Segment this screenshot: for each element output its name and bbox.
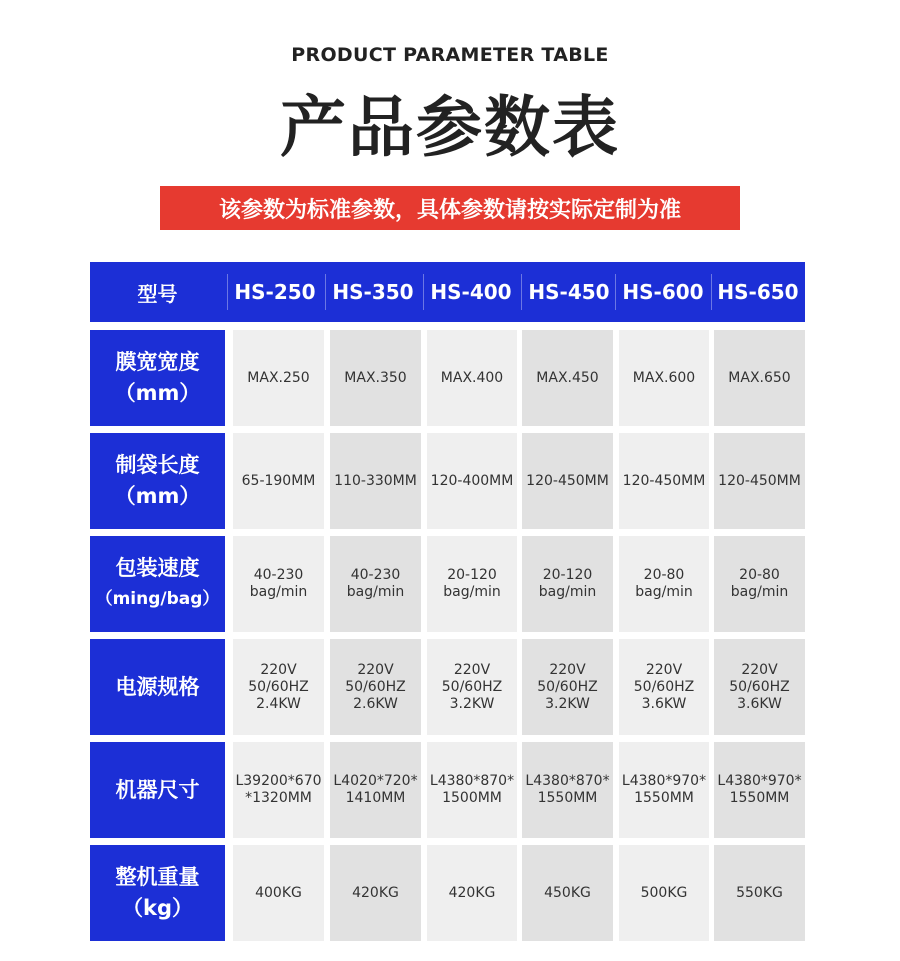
cell-machine-weight-hs400 bbox=[427, 845, 517, 941]
row-label-packing-speed bbox=[90, 536, 225, 632]
cell-line: 3.2KW bbox=[545, 695, 590, 712]
model-header-label: 型号 bbox=[137, 281, 178, 306]
row-label-unit: （ming/bag） bbox=[95, 589, 220, 609]
cell-line: 20-80 bbox=[643, 567, 685, 583]
page-title: 产品参数表 bbox=[280, 89, 620, 166]
cell-film-width-hs650 bbox=[714, 330, 805, 426]
subtitle-english: PRODUCT PARAMETER TABLE bbox=[291, 44, 609, 66]
cell-line: 220V bbox=[549, 661, 586, 678]
row-label-machine-size bbox=[90, 742, 225, 838]
cell-line: bag/min bbox=[443, 584, 501, 600]
cell-line: 120-450MM bbox=[718, 472, 801, 489]
cell-power-spec-hs250 bbox=[233, 639, 324, 735]
row-label-text: 制袋长度 bbox=[115, 453, 200, 477]
row-label-film-width bbox=[90, 330, 225, 426]
cell-line: L4380*870* bbox=[525, 773, 610, 789]
cell-line: bag/min bbox=[346, 584, 405, 600]
cell-machine-size-hs400 bbox=[427, 742, 517, 838]
model-header-hs400: HS-400 bbox=[430, 280, 512, 304]
cell-bag-length-hs600 bbox=[619, 433, 709, 529]
cell-power-spec-hs650 bbox=[714, 639, 805, 735]
cell-line: 220V bbox=[741, 661, 778, 678]
cell-power-spec-hs400 bbox=[427, 639, 517, 735]
cell-machine-size-hs450 bbox=[522, 742, 613, 838]
cell-line: 220V bbox=[357, 661, 394, 678]
cell-line: MAX.400 bbox=[440, 369, 504, 386]
model-header-hs650: HS-650 bbox=[717, 280, 799, 304]
cell-line: 20-120 bbox=[542, 567, 593, 583]
cell-machine-weight-hs600 bbox=[619, 845, 709, 941]
cell-power-spec-hs600 bbox=[619, 639, 709, 735]
cell-line: 40-230 bbox=[253, 567, 304, 583]
notice-banner: 该参数为标准参数，具体参数请按实际定制为准 bbox=[160, 186, 740, 230]
cell-line: 3.2KW bbox=[449, 695, 495, 712]
cell-line: 220V bbox=[645, 661, 683, 678]
cell-line: 65-190MM bbox=[241, 472, 316, 489]
header-divider bbox=[227, 274, 228, 310]
cell-line: 1550MM bbox=[634, 790, 694, 806]
cell-line: 120-400MM bbox=[430, 472, 514, 489]
row-label-unit: （kg） bbox=[122, 896, 193, 920]
cell-packing-speed-hs600 bbox=[619, 536, 709, 632]
cell-line: 220V bbox=[453, 661, 491, 678]
cell-bag-length-hs250 bbox=[233, 433, 324, 529]
cell-line: MAX.650 bbox=[728, 369, 791, 386]
cell-line: 120-450MM bbox=[622, 472, 706, 489]
header-divider bbox=[325, 274, 326, 310]
cell-line: 220V bbox=[260, 661, 297, 678]
header-divider bbox=[711, 274, 712, 310]
cell-line: 420KG bbox=[352, 884, 399, 901]
cell-film-width-hs450 bbox=[522, 330, 613, 426]
cell-line: 40-230 bbox=[350, 567, 401, 583]
model-header-hs600: HS-600 bbox=[622, 280, 704, 304]
cell-line: L4020*720* bbox=[333, 773, 418, 789]
cell-line: bag/min bbox=[635, 584, 693, 600]
cell-machine-size-hs600 bbox=[619, 742, 709, 838]
cell-line: bag/min bbox=[249, 584, 308, 600]
cell-packing-speed-hs650 bbox=[714, 536, 805, 632]
cell-machine-weight-hs250 bbox=[233, 845, 324, 941]
cell-line: L4380*970* bbox=[717, 773, 802, 789]
row-label-text: 机器尺寸 bbox=[115, 777, 200, 802]
table-header-row bbox=[90, 262, 805, 322]
row-label-power-spec bbox=[90, 639, 225, 735]
cell-line: 50/60HZ bbox=[441, 678, 503, 695]
cell-packing-speed-hs250 bbox=[233, 536, 324, 632]
cell-line: 1500MM bbox=[442, 790, 502, 806]
cell-line: L39200*670 bbox=[235, 773, 322, 789]
cell-machine-size-hs350 bbox=[330, 742, 421, 838]
header-divider bbox=[615, 274, 616, 310]
cell-power-spec-hs350 bbox=[330, 639, 421, 735]
header-divider bbox=[521, 274, 522, 310]
cell-bag-length-hs400 bbox=[427, 433, 517, 529]
cell-line: 3.6KW bbox=[737, 695, 782, 712]
cell-line: MAX.350 bbox=[344, 369, 407, 386]
cell-film-width-hs250 bbox=[233, 330, 324, 426]
cell-line: 110-330MM bbox=[334, 472, 417, 489]
cell-film-width-hs600 bbox=[619, 330, 709, 426]
cell-power-spec-hs450 bbox=[522, 639, 613, 735]
cell-line: 550KG bbox=[736, 884, 783, 901]
cell-line: 450KG bbox=[544, 884, 591, 901]
cell-line: MAX.600 bbox=[632, 369, 696, 386]
cell-line: 50/60HZ bbox=[633, 678, 695, 695]
cell-line: MAX.250 bbox=[247, 369, 310, 386]
cell-line: 120-450MM bbox=[526, 472, 609, 489]
header-divider bbox=[423, 274, 424, 310]
cell-packing-speed-hs350 bbox=[330, 536, 421, 632]
row-label-text: 电源规格 bbox=[115, 674, 200, 699]
cell-line: 1410MM bbox=[345, 790, 406, 806]
cell-line: 50/60HZ bbox=[729, 678, 790, 695]
cell-line: L4380*970* bbox=[621, 773, 707, 789]
cell-line: 400KG bbox=[255, 884, 302, 901]
cell-line: 3.6KW bbox=[641, 695, 687, 712]
cell-machine-weight-hs450 bbox=[522, 845, 613, 941]
model-header-hs350: HS-350 bbox=[332, 280, 414, 304]
cell-line: bag/min bbox=[538, 584, 597, 600]
cell-line: 50/60HZ bbox=[345, 678, 406, 695]
row-label-bag-length bbox=[90, 433, 225, 529]
cell-machine-size-hs250 bbox=[233, 742, 324, 838]
cell-bag-length-hs450 bbox=[522, 433, 613, 529]
row-label-text: 整机重量 bbox=[115, 865, 200, 889]
cell-line: 2.4KW bbox=[256, 695, 301, 712]
cell-line: 20-120 bbox=[447, 567, 497, 583]
cell-line: 20-80 bbox=[739, 567, 780, 583]
cell-line: MAX.450 bbox=[536, 369, 599, 386]
cell-line: 2.6KW bbox=[353, 695, 398, 712]
cell-line: bag/min bbox=[730, 584, 789, 600]
row-label-text: 包装速度 bbox=[115, 556, 200, 580]
row-label-unit: （mm） bbox=[114, 484, 201, 508]
cell-machine-weight-hs650 bbox=[714, 845, 805, 941]
cell-line: 50/60HZ bbox=[248, 678, 309, 695]
cell-film-width-hs400 bbox=[427, 330, 517, 426]
model-header-hs450: HS-450 bbox=[528, 280, 610, 304]
row-label-unit: （mm） bbox=[114, 381, 201, 405]
model-header-hs250: HS-250 bbox=[234, 280, 316, 304]
cell-bag-length-hs350 bbox=[330, 433, 421, 529]
cell-line: 420KG bbox=[448, 884, 496, 901]
cell-line: 1550MM bbox=[537, 790, 598, 806]
row-label-machine-weight bbox=[90, 845, 225, 941]
cell-line: 500KG bbox=[640, 884, 688, 901]
cell-machine-weight-hs350 bbox=[330, 845, 421, 941]
cell-line: 50/60HZ bbox=[537, 678, 598, 695]
cell-line: L4380*870* bbox=[429, 773, 515, 789]
cell-packing-speed-hs400 bbox=[427, 536, 517, 632]
cell-line: 1550MM bbox=[729, 790, 790, 806]
cell-bag-length-hs650 bbox=[714, 433, 805, 529]
row-label-text: 膜宽宽度 bbox=[115, 350, 200, 374]
cell-packing-speed-hs450 bbox=[522, 536, 613, 632]
cell-line: *1320MM bbox=[245, 790, 312, 806]
cell-machine-size-hs650 bbox=[714, 742, 805, 838]
cell-film-width-hs350 bbox=[330, 330, 421, 426]
